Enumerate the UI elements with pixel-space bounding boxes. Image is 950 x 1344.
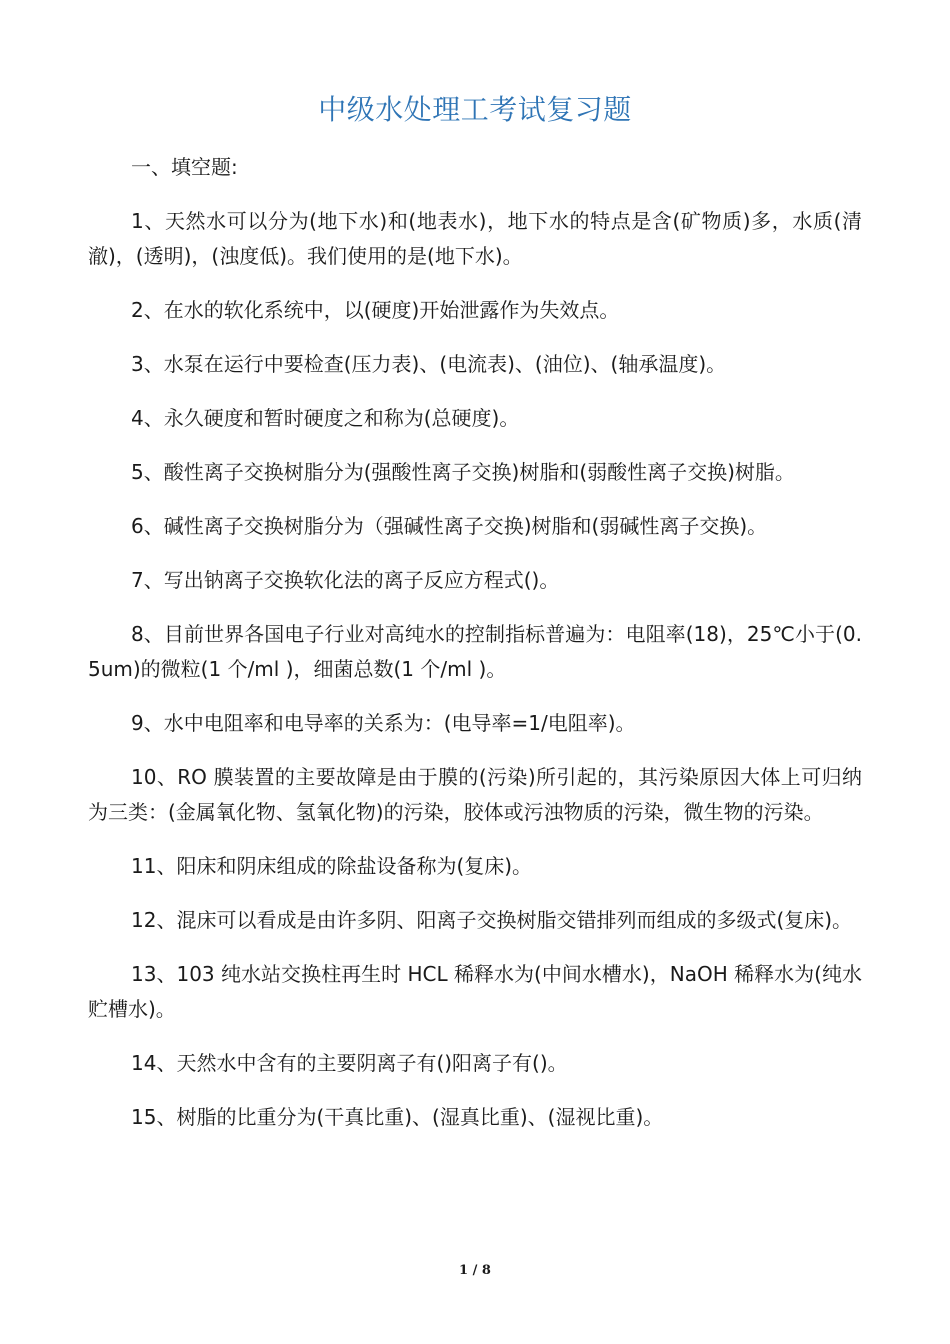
question-9: 9、水中电阻率和电导率的关系为：(电导率=1/电阻率)。	[131, 711, 636, 735]
document-body	[88, 150, 862, 1154]
question-5: 5、酸性离子交换树脂分为(强酸性离子交换)树脂和(弱酸性离子交换)树脂。	[131, 460, 795, 484]
document-title: 中级水处理工考试复习题	[318, 93, 632, 126]
question-4: 4、永久硬度和暂时硬度之和称为(总硬度)。	[131, 406, 520, 430]
question-2: 2、在水的软化系统中，以(硬度)开始泄露作为失效点。	[131, 298, 620, 322]
page-indicator: 1 / 8	[459, 1263, 491, 1278]
question-6: 6、碱性离子交换树脂分为（强碱性离子交换)树脂和(弱碱性离子交换)。	[131, 514, 768, 538]
question-1: 1、天然水可以分为(地下水)和(地表水)，地下水的特点是含(矿物质)多，水质(清澈)，(透明)，(浊度低)。我们使用的是(地下水)。	[88, 209, 862, 268]
question-10: 10、RO 膜装置的主要故障是由于膜的(污染)所引起的，其污染原因大体上可归纳为三类：(金属氧化物、氢氧化物)的污染，胶体或污浊物质的污染，微生物的污染。	[88, 765, 862, 824]
question-14: 14、天然水中含有的主要阴离子有()阳离子有()。	[131, 1051, 568, 1075]
question-7: 7、写出钠离子交换软化法的离子反应方程式()。	[131, 568, 560, 592]
question-13: 13、103 纯水站交换柱再生时 HCL 稀释水为(中间水槽水)，NaOH 稀释水为(纯水贮槽水)。	[88, 962, 862, 1021]
question-15: 15、树脂的比重分为(干真比重)、(湿真比重)、(湿视比重)。	[131, 1105, 664, 1129]
question-3: 3、水泵在运行中要检查(压力表)、(电流表)、(油位)、(轴承温度)。	[131, 352, 727, 376]
question-11: 11、阳床和阴床组成的除盐设备称为(复床)。	[131, 854, 533, 878]
section-heading: 一、填空题:	[131, 155, 238, 179]
question-12: 12、混床可以看成是由许多阴、阳离子交换树脂交错排列而组成的多级式(复床)。	[131, 908, 853, 932]
question-8: 8、目前世界各国电子行业对高纯水的控制指标普遍为：电阻率(18)，25℃小于(0.5um)的微粒(1 个/ml )，细菌总数(1 个/ml )。	[88, 622, 862, 681]
